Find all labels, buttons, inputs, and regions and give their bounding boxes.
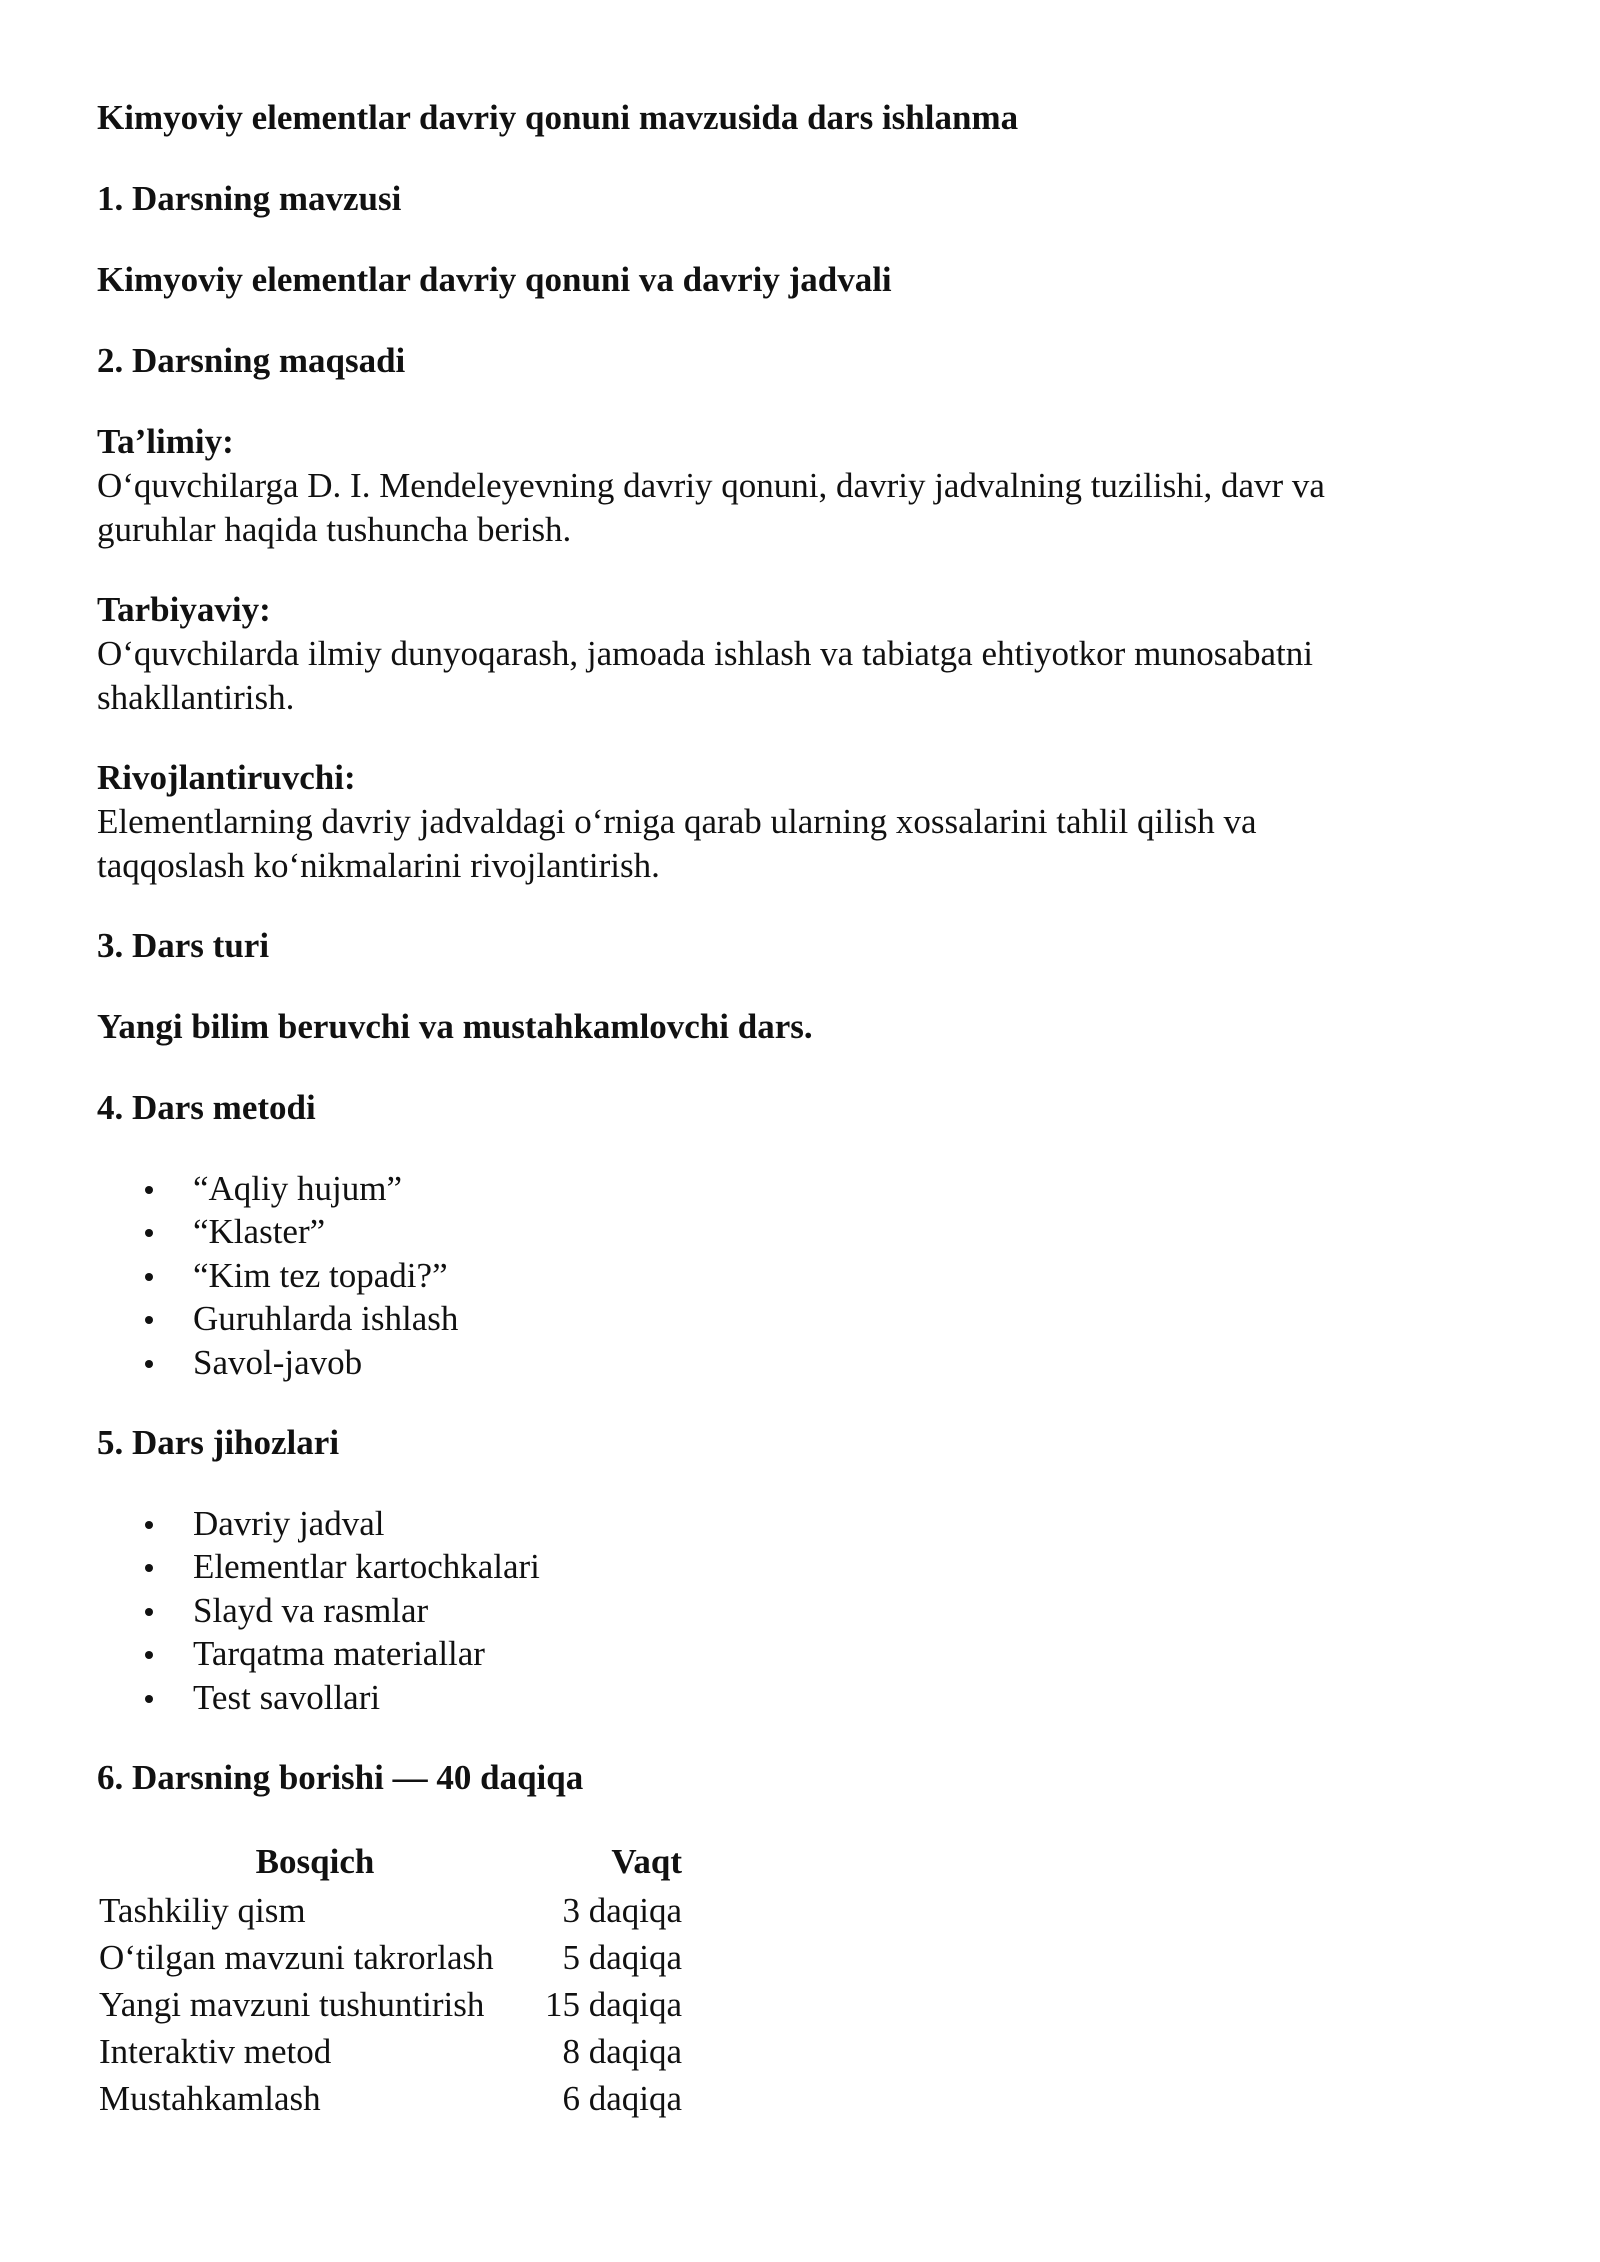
list-item: “Kim tez topadi?” bbox=[97, 1254, 458, 1297]
column-header-stage: Bosqich bbox=[255, 1842, 375, 1881]
stage-cell: Interaktiv metod bbox=[99, 2031, 332, 2071]
section-5-heading: 5. Dars jihozlari bbox=[97, 1423, 340, 1462]
list-item: Davriy jadval bbox=[97, 1502, 540, 1545]
lesson-type: Yangi bilim beruvchi va mustahkamlovchi dars. bbox=[97, 1007, 813, 1046]
tarbiyaviy-text bbox=[97, 632, 1497, 720]
list-item: “Aqliy hujum” bbox=[97, 1167, 458, 1210]
tarbiyaviy-line: O‘quvchilarda ilmiy dunyoqarash, jamoada ishlash va tabiatga ehtiyotkor munosabatni bbox=[97, 634, 1313, 673]
column-header-time: Vaqt bbox=[611, 1842, 683, 1881]
time-cell: 6 daqiqa bbox=[562, 2078, 683, 2118]
methods-list bbox=[97, 1167, 458, 1384]
section-4-heading: 4. Dars metodi bbox=[97, 1088, 316, 1127]
list-item: Elementlar kartochkalari bbox=[97, 1545, 540, 1588]
lesson-topic: Kimyoviy elementlar davriy qonuni va davriy jadvali bbox=[97, 260, 892, 299]
rivojlantiruvchi-line: taqqoslash ko‘nikmalarini rivojlantirish. bbox=[97, 846, 660, 885]
talimiy-line: guruhlar haqida tushuncha berish. bbox=[97, 510, 572, 549]
talimiy-text bbox=[97, 464, 1497, 552]
section-6-heading: 6. Darsning borishi — 40 daqiqa bbox=[97, 1758, 584, 1797]
list-item: Guruhlarda ishlash bbox=[97, 1297, 458, 1340]
rivojlantiruvchi-label: Rivojlantiruvchi: bbox=[97, 758, 356, 797]
time-cell: 5 daqiqa bbox=[562, 1937, 683, 1977]
time-cell: 8 daqiqa bbox=[562, 2031, 683, 2071]
list-item: Slayd va rasmlar bbox=[97, 1589, 540, 1632]
rivojlantiruvchi-text bbox=[97, 800, 1497, 888]
table-row bbox=[97, 1887, 682, 1934]
tarbiyaviy-label: Tarbiyaviy: bbox=[97, 590, 271, 629]
rivojlantiruvchi-line: Elementlarning davriy jadvaldagi o‘rniga qarab ularning xossalarini tahlil qilish va bbox=[97, 802, 1257, 841]
time-cell: 3 daqiqa bbox=[562, 1890, 683, 1930]
section-1-heading: 1. Darsning mavzusi bbox=[97, 179, 402, 218]
list-item: Tarqatma materiallar bbox=[97, 1632, 540, 1675]
stage-cell: Yangi mavzuni tushuntirish bbox=[99, 1984, 485, 2024]
table-row bbox=[97, 2075, 682, 2122]
table-row bbox=[97, 1981, 682, 2028]
tarbiyaviy-line: shakllantirish. bbox=[97, 678, 295, 717]
section-2-heading: 2. Darsning maqsadi bbox=[97, 341, 406, 380]
talimiy-label: Ta’limiy: bbox=[97, 422, 234, 461]
document-title: Kimyoviy elementlar davriy qonuni mavzusida dars ishlanma bbox=[97, 98, 1019, 137]
time-cell: 15 daqiqa bbox=[545, 1984, 683, 2024]
talimiy-line: O‘quvchilarga D. I. Mendeleyevning davriy qonuni, davriy jadvalning tuzilishi, davr va bbox=[97, 466, 1325, 505]
equipment-list bbox=[97, 1502, 540, 1719]
lesson-stages-table bbox=[97, 1837, 682, 2122]
table-row bbox=[97, 2028, 682, 2075]
list-item: Test savollari bbox=[97, 1676, 540, 1719]
stage-cell: Tashkiliy qism bbox=[99, 1890, 306, 1930]
section-3-heading: 3. Dars turi bbox=[97, 926, 270, 965]
list-item: “Klaster” bbox=[97, 1210, 458, 1253]
stage-cell: Mustahkamlash bbox=[99, 2078, 321, 2118]
table-header-row bbox=[97, 1837, 682, 1887]
list-item: Savol-javob bbox=[97, 1341, 458, 1384]
stage-cell: O‘tilgan mavzuni takrorlash bbox=[99, 1937, 494, 1977]
table-row bbox=[97, 1934, 682, 1981]
